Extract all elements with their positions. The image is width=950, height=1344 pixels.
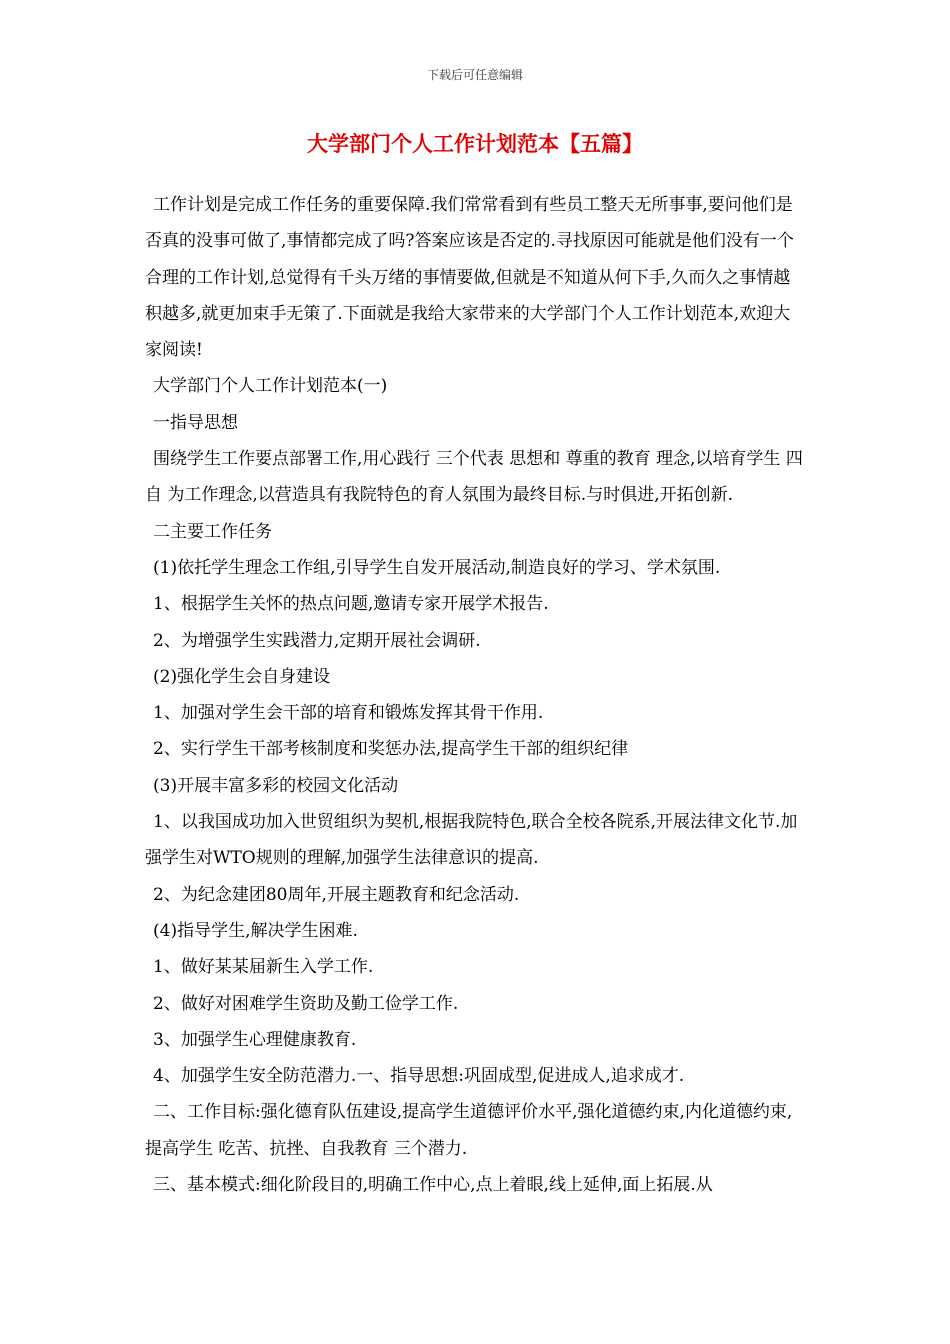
list-item: 1、做好某某届新生入学工作. <box>153 957 374 978</box>
subsection-heading: 二主要工作任务 <box>153 521 272 542</box>
section-heading: 大学部门个人工作计划范本(一) <box>153 376 388 397</box>
list-item: (2)强化学生会自身建设 <box>153 666 331 687</box>
header-note: 下载后可任意编辑 <box>426 68 523 82</box>
subsection-heading: 一指导思想 <box>153 412 238 433</box>
list-item: 1、以我国成功加入世贸组织为契机,根据我院特色,联合全校各院系,开展法律文化节.加强学生对WTO规则的理解,加强学生法律意识的提高. <box>145 812 798 869</box>
document-title: 大学部门个人工作计划范本【五篇】 <box>307 131 643 156</box>
list-item: (3)开展丰富多彩的校园文化活动 <box>153 775 399 796</box>
list-item: 1、根据学生关怀的热点问题,邀请专家开展学术报告. <box>153 594 549 615</box>
list-item: (4)指导学生,解决学生困难. <box>153 920 358 941</box>
body-paragraph: 围绕学生工作要点部署工作,用心践行 三个代表 思想和 尊重的教育 理念,以培育学生 四自 为工作理念,以营造具有我院特色的育人氛围为最终目标.与时俱进,开拓创新. <box>145 449 803 506</box>
list-item: 1、加强对学生会干部的培育和锻炼发挥其骨干作用. <box>153 703 544 724</box>
list-item: 4、加强学生安全防范潜力.一、指导思想:巩固成型,促进成人,追求成才. <box>153 1066 685 1087</box>
list-item: (1)依托学生理念工作组,引导学生自发开展活动,制造良好的学习、学术氛围. <box>153 557 721 578</box>
list-item: 2、做好对困难学生资助及勤工俭学工作. <box>153 993 459 1014</box>
body-paragraph: 三、基本模式:细化阶段目的,明确工作中心,点上着眼,线上延伸,面上拓展.从 <box>153 1175 713 1196</box>
document-body <box>145 187 807 1203</box>
intro-paragraph: 工作计划是完成工作任务的重要保障.我们常常看到有些员工整天无所事事,要问他们是否真的没事可做了,事情都完成了吗?答案应该是否定的.寻找原因可能就是他们没有一个合理的工作计划,总觉得有千头万绪的事情要做,但就是不知道从何下手,久而久之事情越积越多,就更加束手无策了.下面就是我给大家带来的大学部门个人工作计划范本,欢迎大家阅读! <box>145 195 794 361</box>
list-item: 2、为纪念建团80周年,开展主题教育和纪念活动. <box>153 884 520 905</box>
list-item: 2、为增强学生实践潜力,定期开展社会调研. <box>153 630 481 651</box>
list-item: 3、加强学生心理健康教育. <box>153 1029 357 1050</box>
list-item: 2、实行学生干部考核制度和奖惩办法,提高学生干部的组织纪律 <box>153 739 629 760</box>
body-paragraph: 二、工作目标:强化德育队伍建设,提高学生道德评价水平,强化道德约束,内化道德约束,提高学生 吃苦、抗挫、自我教育 三个潜力. <box>145 1102 793 1159</box>
